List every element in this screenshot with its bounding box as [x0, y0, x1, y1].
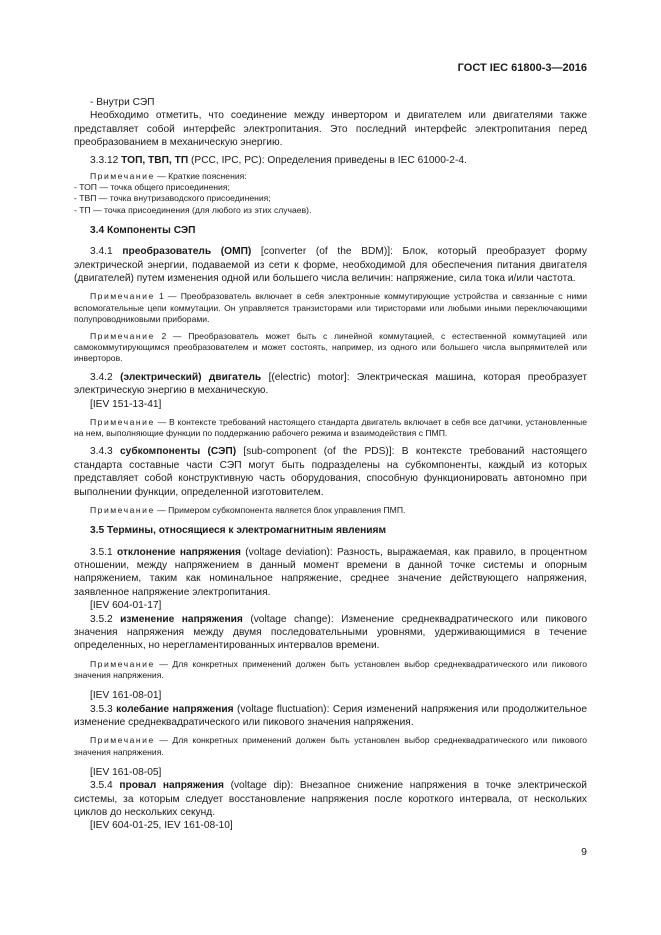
term-title: преобразователь (ОМП) [122, 246, 252, 258]
term-3-4-1 [74, 245, 587, 285]
note [74, 659, 587, 681]
paragraph: Необходимо отметить, что соединение между инвертором и двигателем или двигателями также представляет собой интерфейс электропитания. Это последний интерфейс электропитания перед преобразованием в механическую энергию. [74, 110, 587, 149]
term-definition: [sub-component (of the PDS)]: В контексте требований настоящего стандарта составные части СЭП могут быть подразделены на субкомпоненты, каждый из которых представляет собой конструктивную часть оборудования, способную функционировать автономно при выполнении функции, определенной изготовителем. [74, 446, 587, 498]
term-title: изменение напряжения [120, 613, 243, 625]
note-label: Примечание [90, 416, 155, 427]
term-title: ТОП, ТВП, ТП [121, 154, 189, 166]
term-title: отклонение напряжения [116, 546, 241, 558]
note-text: — Для конкретных применений должен быть установлен выбор среднеквадратического или пикового значения напряжения. [74, 735, 587, 757]
term-3-3-12 [74, 154, 587, 167]
term-reference: [IEV 161-08-05] [90, 766, 162, 778]
note-item: - ТП — точка присоединения (для любого из этих случаев). [74, 204, 312, 215]
paragraph: - Внутри СЭП [90, 97, 155, 108]
page-number: 9 [581, 846, 587, 858]
section-heading: 3.4 Компоненты СЭП [90, 224, 196, 236]
note-label: Примечание [90, 171, 155, 182]
term-3-4-2 [74, 371, 587, 398]
term-3-5-2 [74, 613, 587, 653]
term-reference: [IEV 604-01-17] [90, 600, 162, 612]
note-text: — Примером субкомпонента является блок управления ПМП. [154, 504, 406, 515]
term-reference: [IEV 161-08-01] [90, 690, 162, 702]
term-number: 3.4.3 [90, 446, 113, 458]
term-3-5-3 [74, 703, 587, 730]
note [74, 735, 587, 757]
term-definition: (voltage deviation): Разность, выражаемая, как правило, в процентном отношении, между напряжением в данный момент времени в данной точке системы и опорным напряжением, таким как номинальное напряжение, среднее значение действующего напряжения, заявленное напряжение электропитания. [74, 546, 588, 598]
note [74, 505, 587, 516]
term-definition: (voltage fluctuation): Серия изменений напряжения или продолжительное изменение среднеквадратического или пикового значения напряжения. [74, 703, 587, 729]
term-number: 3.4.2 [90, 371, 113, 383]
note-text: — Преобразователь может быть с линейной коммутацией, с естественной коммутацией или самокоммутирующимся преобразователем и может состоять, например, из одного или большего числа выпрямителей или инверторов. [74, 331, 587, 364]
term-reference: [IEV 604-01-25, IEV 161-08-10] [90, 820, 233, 832]
note [74, 331, 587, 365]
note-item: - ТОП — точка общего присоединения; [74, 182, 230, 193]
term-definition: (PCC, IPC, PC): Определения приведены в IEC 61000-2-4. [188, 154, 467, 166]
term-number: 3.5.3 [90, 703, 113, 715]
term-3-5-4 [74, 779, 587, 819]
term-number: 3.5.4 [90, 780, 113, 792]
term-title: (электрический) двигатель [120, 371, 262, 383]
term-number: 3.5.1 [90, 546, 113, 558]
term-number: 3.3.12 [90, 154, 119, 166]
term-title: провал напряжения [119, 780, 224, 792]
note-label: Примечание [90, 735, 155, 746]
term-3-5-1 [74, 546, 587, 600]
note-text: — Для конкретных применений должен быть установлен выбор среднеквадратического или пикового значения напряжения. [74, 658, 587, 680]
note-label: Примечание [90, 504, 155, 515]
term-definition: [(electric) motor]: Электрическая машина, которая преобразует электрическую энергию в механическую. [74, 371, 587, 397]
term-definition: (voltage change): Изменение среднеквадратического или пикового значения напряжения между двумя последовательными уровнями, удерживающимися в течение определенных, но нерегламентированных интервалов времени. [74, 613, 587, 652]
note-label: Примечание [90, 331, 155, 342]
note-number: 2 [154, 331, 167, 342]
note [74, 291, 587, 325]
note-text: — Краткие пояснения: [154, 171, 247, 182]
section-heading: 3.5 Термины, относящиеся к электромагнитным явлениям [90, 525, 387, 537]
note-number: 1 [154, 291, 164, 302]
note-label: Примечание [90, 658, 155, 669]
term-reference: [IEV 151-13-41] [90, 398, 162, 410]
note-text: — Преобразователь включает в себя электронные коммутирующие устройства и связанные с ними вспомогательные цепи коммутации. Он управляется транзисторами или тиристорами или любыми иными переключающими полупроводниковыми приборами. [74, 291, 588, 324]
term-definition: [converter (of the BDM)]: Блок, который преобразует форму электрической энергии, подаваемой из сети к форме, необходимой для обеспечения питания двигателя (двигателей) путем изменения одной или большего числа величин: напряжение, сила тока и/или частота. [74, 246, 587, 285]
note [74, 417, 587, 439]
note-item: - ТВП — точка внутризаводского присоединения; [74, 193, 271, 204]
page-body [74, 96, 587, 833]
term-3-4-3 [74, 445, 587, 499]
term-number: 3.5.2 [90, 613, 113, 625]
term-definition: (voltage dip): Внезапное снижение напряжения в точке электрической системы, за которым следует восстановление напряжения после короткого интервала, от нескольких циклов до нескольких секунд. [74, 780, 587, 819]
note-label: Примечание [90, 291, 155, 302]
document-header: ГОСТ IEC 61800-3—2016 [457, 62, 587, 74]
note [74, 171, 587, 216]
term-number: 3.4.1 [90, 246, 113, 258]
note-text: — В контексте требований настоящего стандарта двигатель включает в себя все датчики, установленные на нем, выполняющие функции по поддержанию рабочего режима и взаимодействия с ПМП. [74, 416, 587, 439]
term-title: колебание напряжения [116, 703, 234, 715]
term-title: субкомпоненты (СЭП) [119, 446, 237, 458]
